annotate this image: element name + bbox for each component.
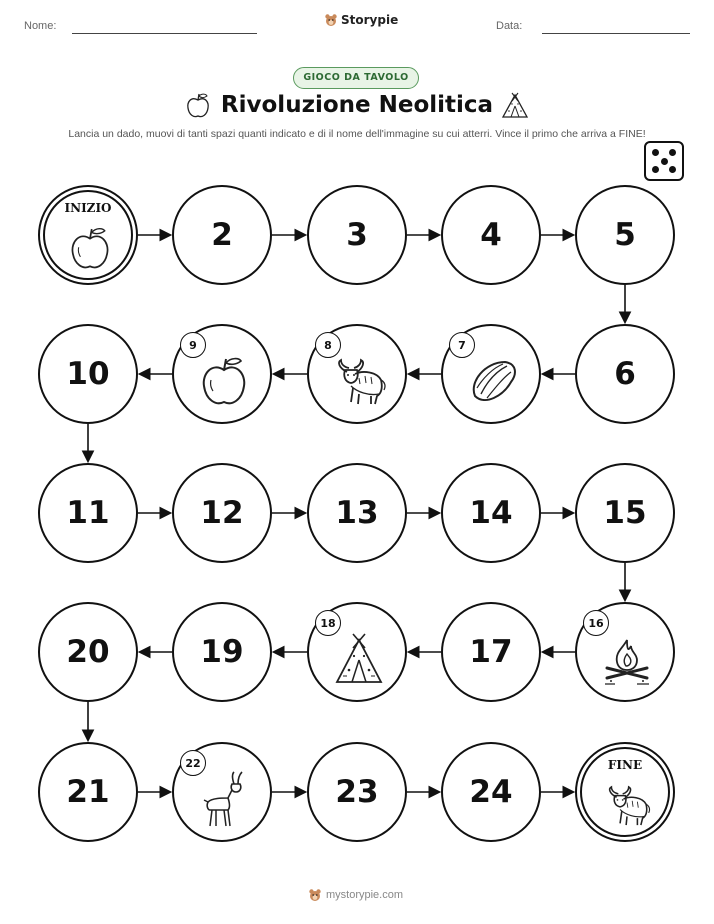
board-space bbox=[441, 463, 541, 563]
board-space bbox=[172, 185, 272, 285]
footer-url[interactable]: mystorypie.com bbox=[326, 889, 404, 901]
board-space bbox=[307, 742, 407, 842]
apple-icon bbox=[194, 352, 254, 412]
footer bbox=[308, 888, 403, 902]
category-pill: GIOCO DA TAVOLO bbox=[293, 67, 419, 89]
space-number-badge: 9 bbox=[180, 332, 206, 358]
space-number: 23 bbox=[335, 774, 379, 810]
board-space bbox=[575, 185, 675, 285]
space-number: 15 bbox=[603, 495, 647, 531]
space-number: 2 bbox=[211, 217, 233, 253]
yak-icon bbox=[329, 352, 389, 412]
space-number-badge: 16 bbox=[583, 610, 609, 636]
board-space bbox=[441, 185, 541, 285]
seed-icon bbox=[463, 352, 523, 412]
board-space bbox=[38, 324, 138, 424]
name-label: Nome: bbox=[24, 20, 57, 32]
space-label: INIZIO bbox=[64, 201, 112, 215]
board-space bbox=[172, 324, 272, 424]
space-number: 12 bbox=[200, 495, 244, 531]
instructions: Lancia un dado, muovi di tanti spazi quanti indicato e di il nome dell'immagine su cui atterri. Vince il primo che arriva a FINE! bbox=[68, 128, 646, 140]
board-space bbox=[172, 463, 272, 563]
board-space bbox=[441, 324, 541, 424]
board-space bbox=[575, 602, 675, 702]
space-number: 24 bbox=[469, 774, 513, 810]
antelope-icon bbox=[194, 770, 254, 830]
board-space bbox=[441, 602, 541, 702]
board-space bbox=[38, 742, 138, 842]
date-label: Data: bbox=[496, 20, 523, 32]
board-space bbox=[172, 742, 272, 842]
yak-icon bbox=[601, 780, 653, 832]
board-space bbox=[575, 463, 675, 563]
brand-name: Storypie bbox=[341, 13, 399, 27]
space-number-badge: 7 bbox=[449, 332, 475, 358]
space-number: 10 bbox=[66, 356, 110, 392]
space-number: 19 bbox=[200, 634, 244, 670]
space-number: 3 bbox=[346, 217, 368, 253]
page-title: Rivoluzione Neolitica bbox=[220, 92, 494, 118]
space-number: 13 bbox=[335, 495, 379, 531]
start-space bbox=[38, 185, 138, 285]
board-space bbox=[307, 324, 407, 424]
board-space bbox=[38, 463, 138, 563]
space-number-badge: 18 bbox=[315, 610, 341, 636]
space-number: 17 bbox=[469, 634, 513, 670]
space-number: 4 bbox=[480, 217, 502, 253]
campfire-icon bbox=[597, 630, 657, 690]
space-number: 21 bbox=[66, 774, 110, 810]
board-space bbox=[307, 185, 407, 285]
board-space bbox=[441, 742, 541, 842]
board-space bbox=[575, 324, 675, 424]
board-space bbox=[307, 602, 407, 702]
space-number: 11 bbox=[66, 495, 110, 531]
board-space bbox=[307, 463, 407, 563]
space-number: 14 bbox=[469, 495, 513, 531]
space-label: FINE bbox=[607, 758, 643, 772]
space-number-badge: 22 bbox=[180, 750, 206, 776]
board-space bbox=[172, 602, 272, 702]
space-number-badge: 8 bbox=[315, 332, 341, 358]
apple-icon bbox=[64, 223, 116, 275]
board-space bbox=[38, 602, 138, 702]
space-number: 6 bbox=[614, 356, 636, 392]
finish-space bbox=[575, 742, 675, 842]
tent-icon bbox=[329, 630, 389, 690]
space-number: 20 bbox=[66, 634, 110, 670]
space-number: 5 bbox=[614, 217, 636, 253]
bear-icon bbox=[308, 888, 322, 902]
